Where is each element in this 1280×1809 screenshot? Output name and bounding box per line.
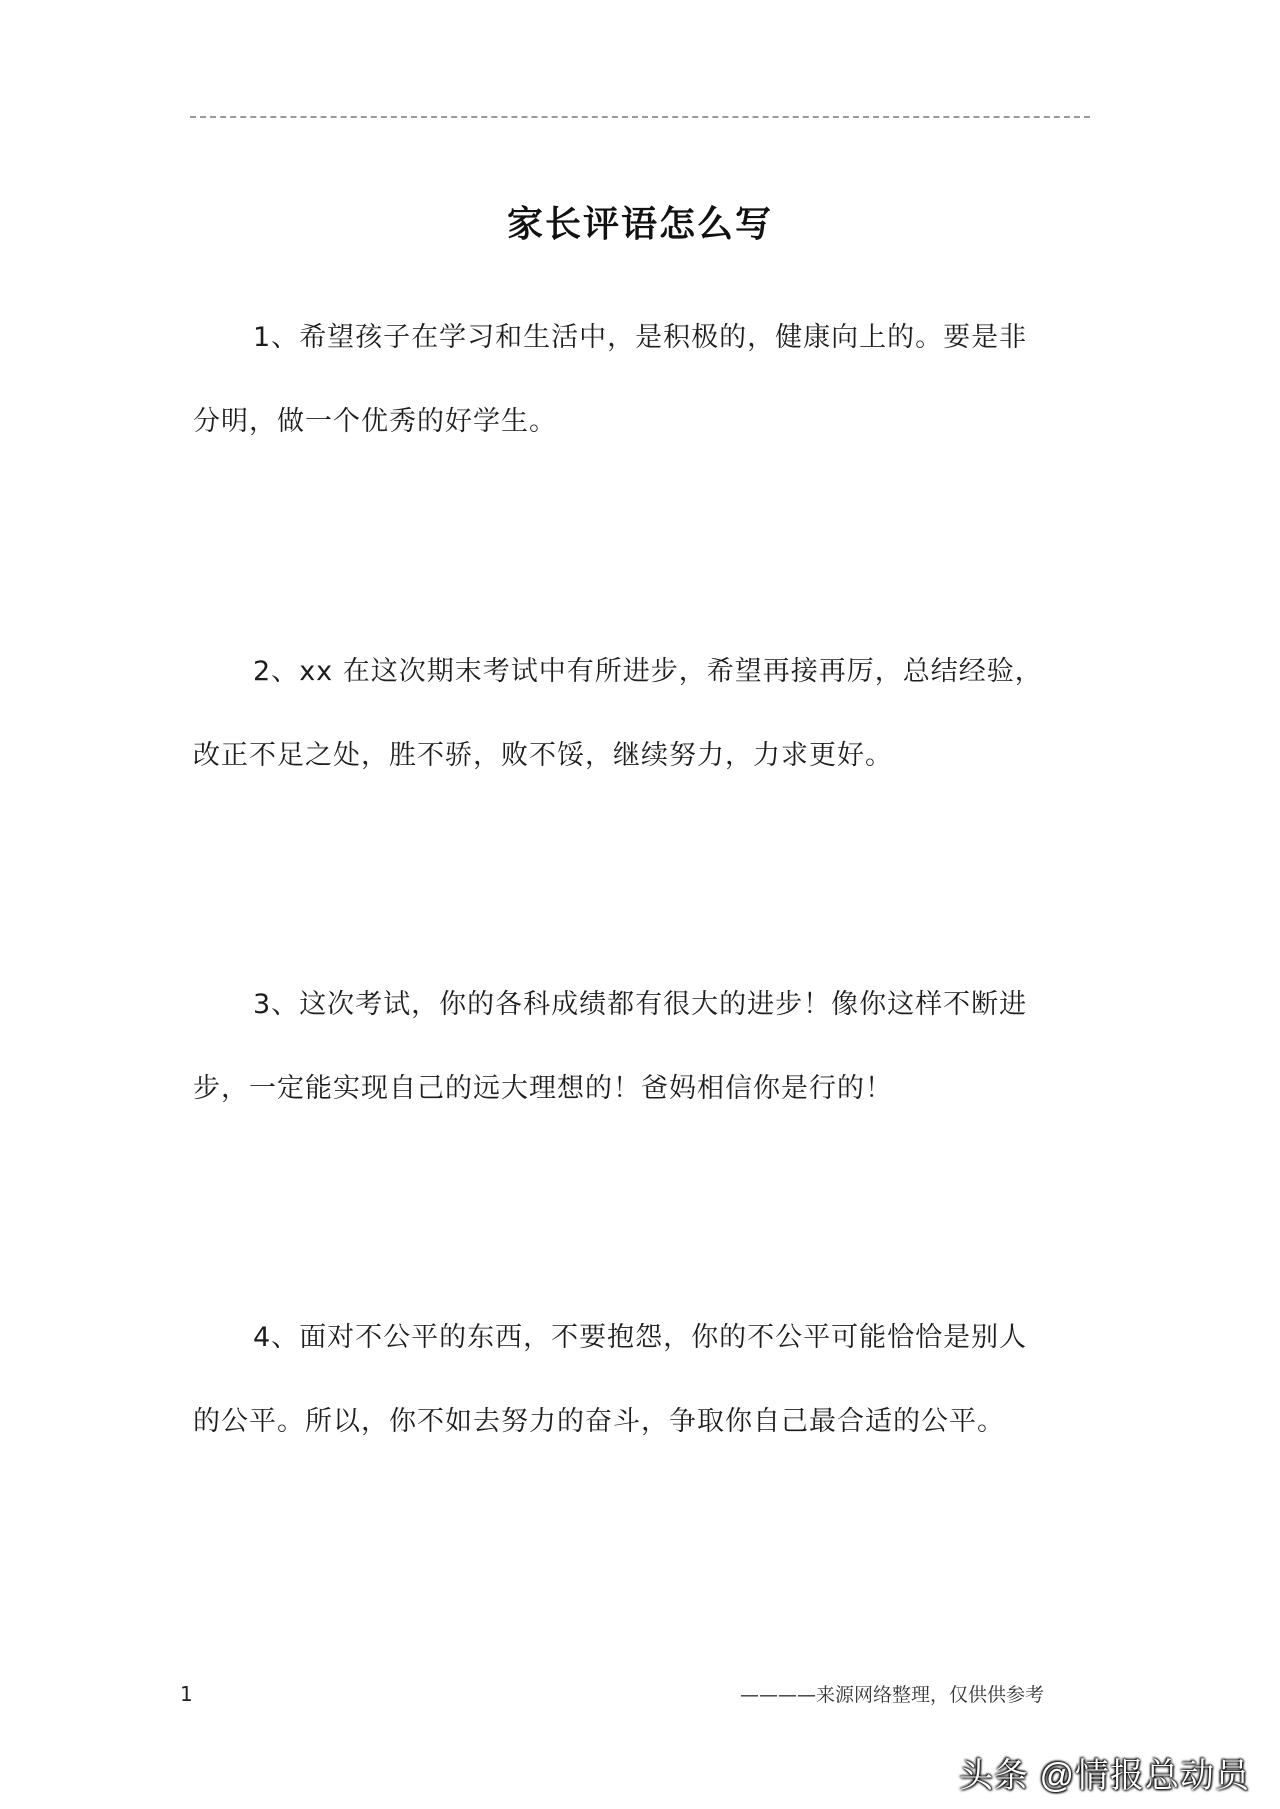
paragraph-line: 改正不足之处，胜不骄，败不馁，继续努力，力求更好。 [193, 740, 893, 771]
paragraph-line: 步，一定能实现自己的远大理想的！爸妈相信你是行的！ [193, 1073, 893, 1104]
paragraph-3 [193, 963, 1093, 1131]
paragraph-number: 3、 [253, 989, 300, 1020]
paragraph-line: 分明，做一个优秀的好学生。 [193, 406, 557, 437]
paragraph-line: 希望孩子在学习和生活中，是积极的，健康向上的。要是非 [299, 322, 1028, 353]
document-title: 家长评语怎么写 [506, 203, 773, 245]
page-number: 1 [180, 1682, 193, 1706]
paragraph-line: xx 在这次期末考试中有所进步，希望再接再厉，总结经验， [299, 656, 1043, 687]
paragraph-2 [193, 630, 1093, 798]
watermark-text: 头条 @情报总动员 [959, 1757, 1250, 1795]
paragraph-line: 的公平。所以，你不如去努力的奋斗，争取你自己最合适的公平。 [193, 1406, 1005, 1437]
paragraph-number: 2、 [253, 656, 300, 687]
paragraph-number: 1、 [253, 322, 300, 353]
paragraph-line: 这次考试，你的各科成绩都有很大的进步！像你这样不断进 [299, 989, 1028, 1020]
paragraph-1 [193, 296, 1093, 464]
paragraph-line: 面对不公平的东西，不要抱怨，你的不公平可能恰恰是别人 [299, 1322, 1028, 1353]
paragraph-number: 4、 [253, 1322, 300, 1353]
source-note: ————来源网络整理，仅供供参考 [740, 1684, 1045, 1706]
header-dashed-divider [190, 116, 1090, 118]
paragraph-4 [193, 1296, 1093, 1464]
